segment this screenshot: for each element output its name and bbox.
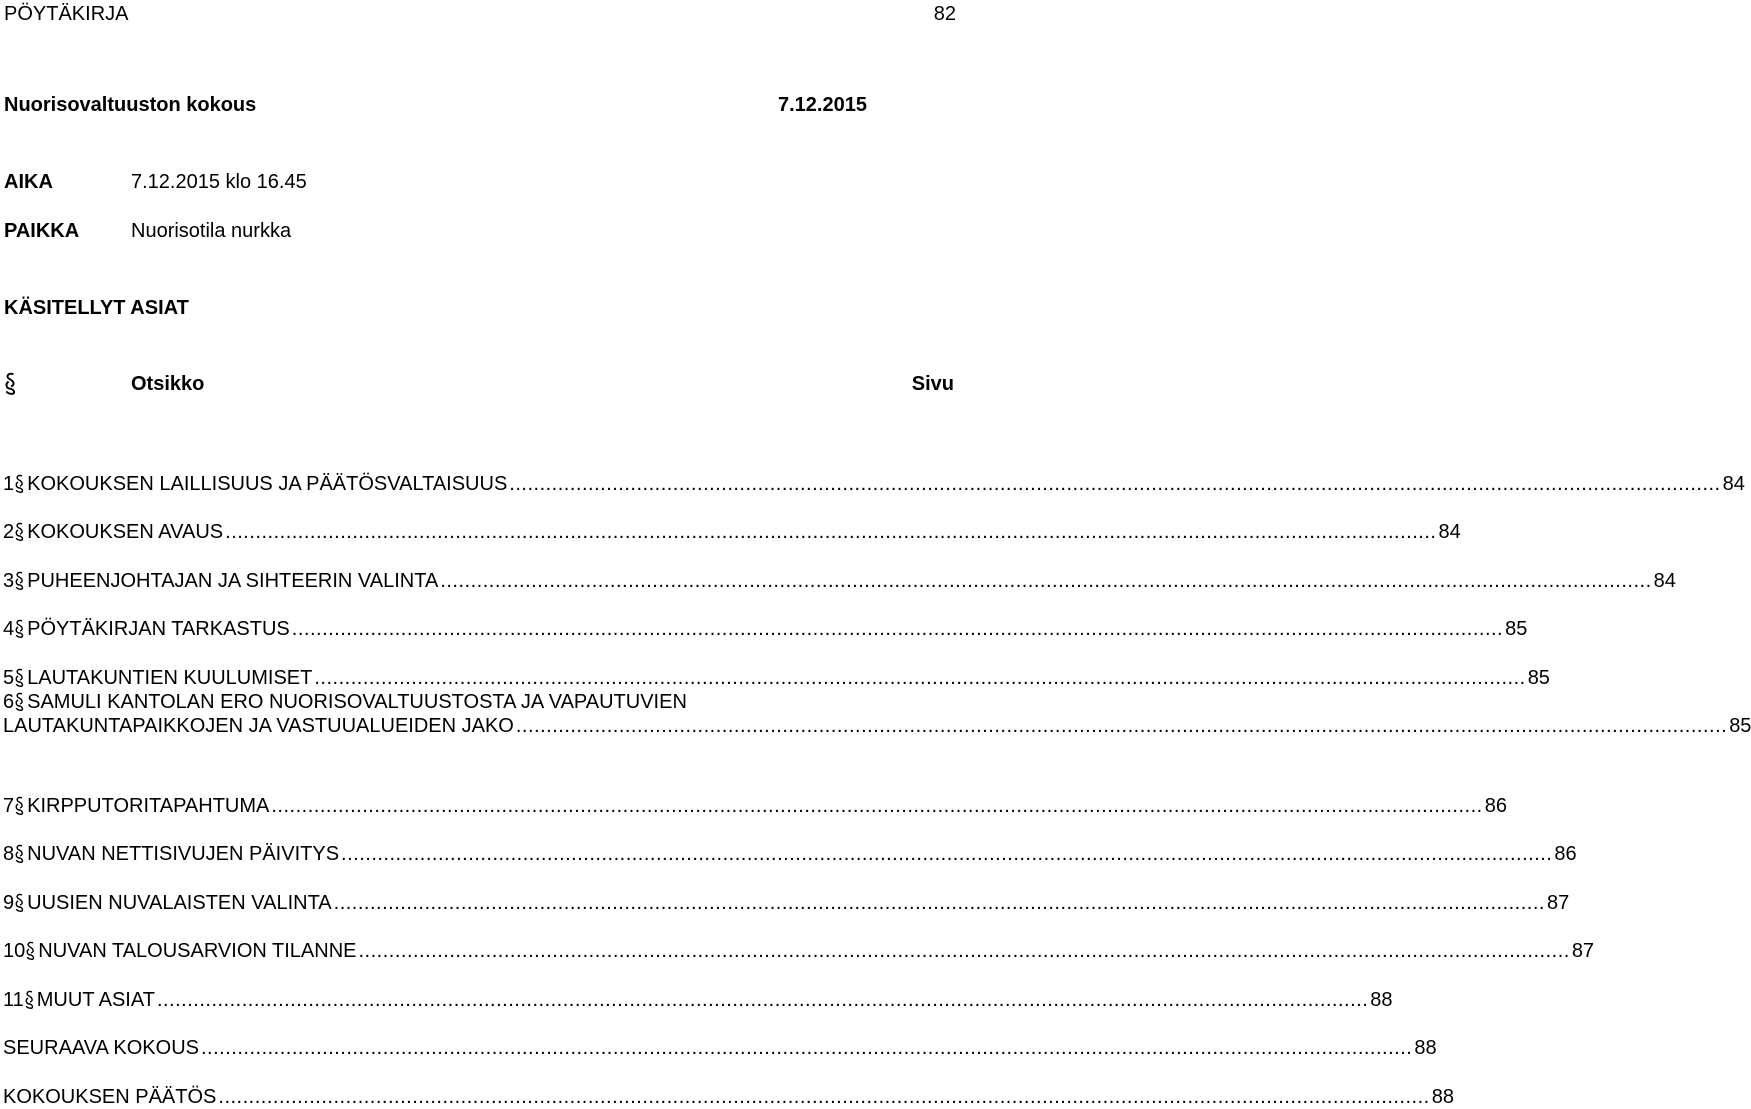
toc-entry[interactable]	[3, 569, 1676, 593]
toc-leader-dots: ........................................................................................................................................................................................................	[314, 667, 1526, 689]
toc-entry-number: 8	[3, 843, 15, 865]
section-sign-icon	[15, 692, 25, 712]
time-label: AIKA	[4, 171, 53, 193]
toc-entry-text: UUSIEN NUVALAISTEN VALINTA	[27, 892, 332, 914]
toc-leader-dots: ........................................................................................................................................................................................................	[291, 618, 1504, 640]
section-sign-icon	[15, 522, 25, 542]
page-number: 82	[933, 3, 956, 25]
toc-entry[interactable]	[3, 666, 1550, 690]
toc-entry-label	[3, 794, 269, 818]
toc-entry[interactable]	[3, 1085, 1454, 1109]
section-sign-icon	[26, 941, 36, 961]
toc-entry-text: KIRPPUTORITAPAHTUMA	[27, 795, 270, 817]
section-sign-icon	[5, 372, 17, 396]
toc-entry[interactable]	[3, 988, 1393, 1012]
toc-entry-page: 88	[1370, 989, 1393, 1011]
toc-entry-text: KOKOUKSEN PÄÄTÖS	[3, 1086, 217, 1108]
toc-entry-number: 4	[3, 618, 15, 640]
toc-entry-page: 86	[1484, 795, 1507, 817]
section-sign-icon	[15, 571, 25, 591]
document-type: PÖYTÄKIRJA	[4, 3, 129, 25]
toc-entry-page: 88	[1431, 1086, 1454, 1108]
toc-leader-dots: ........................................................................................................................................................................................................	[515, 715, 1728, 737]
toc-entry-label	[3, 1085, 216, 1109]
column-title-header: Otsikko	[131, 373, 205, 395]
toc-entry-text-continued: LAUTAKUNTAPAIKKOJEN JA VASTUUALUEIDEN JAKO	[3, 715, 514, 737]
toc-entry[interactable]	[3, 714, 1751, 738]
toc-entry-label	[3, 939, 356, 963]
toc-entry[interactable]	[3, 1036, 1437, 1060]
section-sign-icon	[15, 796, 25, 816]
toc-entry-text: KOKOUKSEN AVAUS	[27, 521, 224, 543]
toc-entry-page: 86	[1554, 843, 1577, 865]
toc-leader-dots: ........................................................................................................................................................................................................	[358, 940, 1570, 962]
toc-entry-text: NUVAN NETTISIVUJEN PÄIVITYS	[27, 843, 340, 865]
toc-leader-dots: ........................................................................................................................................................................................................	[333, 892, 1545, 914]
toc-entry-number: 5	[3, 667, 15, 689]
toc-entry-text: PÖYTÄKIRJAN TARKASTUS	[27, 618, 290, 640]
toc-entry-page: 85	[1527, 667, 1550, 689]
toc-entry-label	[3, 617, 290, 641]
meeting-date: 7.12.2015	[778, 94, 867, 116]
toc-entry-text: PUHEENJOHTAJAN JA SIHTEERIN VALINTA	[27, 570, 439, 592]
toc-entry-page: 85	[1729, 715, 1751, 737]
toc-entry-label	[3, 690, 687, 714]
place-value: Nuorisotila nurkka	[131, 220, 292, 242]
toc-entry-text: MUUT ASIAT	[36, 989, 155, 1011]
place-label: PAIKKA	[4, 220, 80, 242]
toc-entry-page: 84	[1438, 521, 1461, 543]
toc-entry-number: 1	[3, 473, 15, 495]
toc-entry-label	[3, 666, 312, 690]
toc-entry-page: 84	[1722, 473, 1745, 495]
toc-entry-number: 6	[3, 691, 15, 713]
toc-entry-text: SAMULI KANTOLAN ERO NUORISOVALTUUSTOSTA JA VAPAUTUVIEN	[27, 691, 687, 713]
toc-entry-label	[3, 472, 507, 496]
toc-leader-dots: ........................................................................................................................................................................................................	[341, 843, 1553, 865]
toc-leader-dots: ........................................................................................................................................................................................................	[218, 1086, 1430, 1108]
toc-entry-page: 84	[1653, 570, 1676, 592]
toc-entry[interactable]	[3, 891, 1570, 915]
toc-entry-label	[3, 842, 339, 866]
toc-entry[interactable]	[3, 939, 1595, 963]
toc-entry[interactable]	[3, 842, 1577, 866]
toc-entry[interactable]	[3, 794, 1507, 818]
toc-leader-dots: ........................................................................................................................................................................................................	[440, 570, 1652, 592]
toc-entry-number: 2	[3, 521, 15, 543]
section-sign-icon	[15, 844, 25, 864]
toc-entry-number: 11	[3, 989, 24, 1011]
toc-entry-line1	[3, 690, 955, 714]
section-sign-icon	[15, 619, 25, 639]
toc-entry-number: 9	[3, 892, 15, 914]
toc-leader-dots: ........................................................................................................................................................................................................	[225, 521, 1437, 543]
toc-entry-text: NUVAN TALOUSARVION TILANNE	[38, 940, 357, 962]
toc-leader-dots: ........................................................................................................................................................................................................	[156, 989, 1369, 1011]
toc-entry-page: 87	[1546, 892, 1570, 914]
toc-entry-label	[3, 1036, 199, 1060]
toc-entry[interactable]	[3, 472, 1745, 496]
toc-entry-label	[3, 569, 438, 593]
section-sign-icon	[15, 474, 25, 494]
time-value: 7.12.2015 klo 16.45	[131, 171, 307, 193]
section-sign-icon	[4, 372, 19, 397]
section-sign-icon	[15, 893, 25, 913]
toc-leader-dots: ........................................................................................................................................................................................................	[201, 1037, 1413, 1059]
section-sign-icon	[15, 668, 25, 688]
toc-entry-number: 7	[3, 795, 15, 817]
toc-entry-number: 10	[3, 940, 26, 962]
toc-entry-page: 85	[1505, 618, 1528, 640]
toc-entry-page: 87	[1571, 940, 1595, 962]
toc-entry-number: 3	[3, 570, 15, 592]
toc-leader-dots: ........................................................................................................................................................................................................	[271, 795, 1483, 817]
toc-entry-text: SEURAAVA KOKOUS	[3, 1037, 199, 1059]
toc-entry-page: 88	[1414, 1037, 1437, 1059]
meeting-title: Nuorisovaltuuston kokous	[4, 94, 257, 116]
toc-leader-dots: ........................................................................................................................................................................................................	[509, 473, 1721, 495]
toc-entry-text: LAUTAKUNTIEN KUULUMISET	[27, 667, 313, 689]
toc-entry-label	[3, 988, 155, 1012]
toc-entry[interactable]	[3, 617, 1528, 641]
column-page-header: Sivu	[911, 373, 954, 395]
toc-entry-label	[3, 520, 223, 544]
topics-heading: KÄSITELLYT ASIAT	[4, 297, 189, 319]
toc-entry-label	[3, 891, 332, 915]
section-sign-icon	[25, 990, 35, 1010]
toc-entry[interactable]	[3, 520, 1461, 544]
toc-entry-text: KOKOUKSEN LAILLISUUS JA PÄÄTÖSVALTAISUUS	[27, 473, 508, 495]
